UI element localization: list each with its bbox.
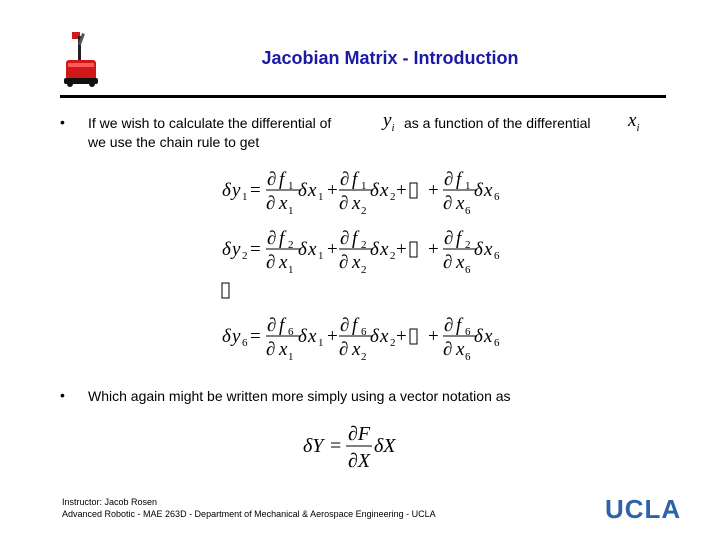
equation-row-1-term2-frac-den-partial: ∂ xyxy=(339,193,349,214)
equation-row-2-term1-dx-sub: 1 xyxy=(318,250,324,262)
equation-row-2-term3-frac-num-partial: ∂ xyxy=(444,228,454,249)
equation-row-6-term2-dx-delta: δ xyxy=(370,326,379,347)
equation-row-6-y-sub: 6 xyxy=(242,337,248,349)
equation-row-2-y: y xyxy=(232,239,241,260)
equation-row-1-term3-frac-den-sub: 6 xyxy=(465,205,471,217)
equation-ellipsis-missing-glyph xyxy=(222,283,229,298)
equation-row-1-term1-dx-delta: δ xyxy=(298,180,307,201)
equation-row-2-term2-dx-x: x xyxy=(380,239,389,260)
equation-row-2-term1-frac-den-x: x xyxy=(279,252,288,273)
equation-row-2-term2-frac-den-partial: ∂ xyxy=(339,252,349,273)
equation-row-1-term1-frac-den-x: x xyxy=(279,193,288,214)
equation-row-2-term1-dx-delta: δ xyxy=(298,239,307,260)
equation-row-2-term3-dx-delta: δ xyxy=(474,239,483,260)
equation-row-1-term3-frac-num-f: f xyxy=(456,169,462,190)
equation-row-1-term3-frac-den-x: x xyxy=(456,193,465,214)
equation-row-6-term1-frac-den-partial: ∂ xyxy=(266,339,276,360)
equation-row-1-term3-frac-den-partial: ∂ xyxy=(443,193,453,214)
equation-row-2-term3-frac-den-partial: ∂ xyxy=(443,252,453,273)
equation-row-6-plus3: + xyxy=(428,326,439,347)
vector-denominator: ∂X xyxy=(347,450,371,472)
equation-row-1-term2-frac-den-x: x xyxy=(352,193,361,214)
equation-row-6-term1-dx-x: x xyxy=(308,326,317,347)
equation-row-2-term3-frac-num-sub: 2 xyxy=(465,239,471,251)
equation-row-1-term1-frac-den-sub: 1 xyxy=(288,205,294,217)
equation-row-6-term3-dx-delta: δ xyxy=(474,326,483,347)
equation-row-6-term2-dx-sub: 2 xyxy=(390,337,396,349)
vector-numerator: ∂F xyxy=(347,423,371,445)
equation-row-2-term1-frac-den-sub: 1 xyxy=(288,264,294,276)
equation-row-2-term3-frac-den-sub: 6 xyxy=(465,264,471,276)
equation-row-6-term2-frac-num-partial: ∂ xyxy=(340,315,350,336)
equation-row-6-term3-frac-den-partial: ∂ xyxy=(443,339,453,360)
footer-instructor: Instructor: Jacob Rosen xyxy=(62,497,158,507)
equation-row-6-term3-frac-den-sub: 6 xyxy=(465,351,471,363)
bullet-marker: • xyxy=(60,387,65,403)
equation-row-2-term2-frac-num-sub: 2 xyxy=(361,239,367,251)
equation-row-2-term1-dx-x: x xyxy=(308,239,317,260)
equation-row-1-term2-dx-delta: δ xyxy=(370,180,379,201)
equation-row-6-equals: = xyxy=(250,326,261,347)
vector-rhs: δX xyxy=(374,435,396,457)
equation-row-6-term1-frac-den-x: x xyxy=(279,339,288,360)
equation-row-6-term3-frac-den-x: x xyxy=(456,339,465,360)
equation-row-2-term2-dx-delta: δ xyxy=(370,239,379,260)
equation-row-6-term1-frac-num-f: f xyxy=(279,315,285,336)
equation-row-2-term1-frac-den-partial: ∂ xyxy=(266,252,276,273)
equation-row-1-term1-frac-num-f: f xyxy=(279,169,285,190)
equation-row-6-term3-dx-x: x xyxy=(484,326,493,347)
equation-row-2-term2-frac-num-f: f xyxy=(352,228,358,249)
equation-row-1-term2-frac-num-sub: 1 xyxy=(361,180,367,192)
equation-row-6-term2-frac-den-partial: ∂ xyxy=(339,339,349,360)
equation-row-6-term3-dx-sub: 6 xyxy=(494,337,500,349)
equation-row-2-term2-frac-den-x: x xyxy=(352,252,361,273)
equation-row-1-term1-frac-den-partial: ∂ xyxy=(266,193,276,214)
equation-row-6-term3-frac-num-f: f xyxy=(456,315,462,336)
equation-row-6-term2-frac-den-x: x xyxy=(352,339,361,360)
equation-row-1-term3-dx-delta: δ xyxy=(474,180,483,201)
equation-row-2-plus2: + xyxy=(396,239,407,260)
equation-row-2-y-sub: 2 xyxy=(242,250,248,262)
bullet1-text-line2: we use the chain rule to get xyxy=(88,134,260,150)
equation-row-1-term2-frac-num-partial: ∂ xyxy=(340,169,350,190)
equation-row-2-term3-dx-x: x xyxy=(484,239,493,260)
slide-title: Jacobian Matrix - Introduction xyxy=(261,48,519,68)
equation-row-6-term3-frac-num-sub: 6 xyxy=(465,326,471,338)
bullet-marker: • xyxy=(60,114,65,130)
equation-row-2-plus3: + xyxy=(428,239,439,260)
equation-row-2-term2-frac-den-sub: 2 xyxy=(361,264,367,276)
equation-row-6-plus1: + xyxy=(327,326,338,347)
equation-row-1-term2-dx-sub: 2 xyxy=(390,191,396,203)
equation-row-1-term3-frac-num-partial: ∂ xyxy=(444,169,454,190)
equation-row-1-missing-glyph xyxy=(410,183,417,198)
equation-row-1-equals: = xyxy=(250,180,261,201)
ucla-logo: UCLA xyxy=(605,494,682,524)
equation-row-1-plus2: + xyxy=(396,180,407,201)
equation-row-2-term2-frac-num-partial: ∂ xyxy=(340,228,350,249)
equation-row-1-y-sub: 1 xyxy=(242,191,248,203)
bullet1-text-line1: If we wish to calculate the differential of xyxy=(88,115,332,131)
equation-row-6-term1-frac-num-sub: 6 xyxy=(288,326,294,338)
equation-row-6-delta: δ xyxy=(222,326,231,347)
equation-row-1-term3-dx-sub: 6 xyxy=(494,191,500,203)
variable-y-i: $y_i$ xyxy=(383,110,395,134)
variable-x-i: $x_i$ xyxy=(628,110,640,134)
footer-course: Advanced Robotic - MAE 263D - Department of Mechanical & Aerospace Engineering - UCLA xyxy=(62,509,436,519)
equation-row-6-term1-frac-den-sub: 1 xyxy=(288,351,294,363)
equation-row-1-y: y xyxy=(232,180,241,201)
equation-row-6-term1-frac-num-partial: ∂ xyxy=(267,315,277,336)
equation-row-1-term2-dx-x: x xyxy=(380,180,389,201)
equation-row-1-term3-frac-num-sub: 1 xyxy=(465,180,471,192)
footer xyxy=(62,496,436,520)
equation-row-6-term1-dx-delta: δ xyxy=(298,326,307,347)
equation-row-2-term3-frac-num-f: f xyxy=(456,228,462,249)
equation-row-1-term1-dx-x: x xyxy=(308,180,317,201)
vector-lhs: δY xyxy=(303,435,324,457)
equation-row-2-delta: δ xyxy=(222,239,231,260)
equation-row-2-equals: = xyxy=(250,239,261,260)
equation-row-1-term2-frac-num-f: f xyxy=(352,169,358,190)
equation-row-2-term1-frac-num-sub: 2 xyxy=(288,239,294,251)
equation-row-1-term1-dx-sub: 1 xyxy=(318,191,324,203)
equation-row-6-plus2: + xyxy=(396,326,407,347)
equation-row-2-term2-dx-sub: 2 xyxy=(390,250,396,262)
equation-row-1-plus3: + xyxy=(428,180,439,201)
equation-row-2-missing-glyph xyxy=(410,242,417,257)
equation-row-2-term1-frac-num-f: f xyxy=(279,228,285,249)
equation-row-6-term2-dx-x: x xyxy=(380,326,389,347)
equation-row-1-term3-dx-x: x xyxy=(484,180,493,201)
equation-row-6-term2-frac-num-f: f xyxy=(352,315,358,336)
equation-row-1-plus1: + xyxy=(327,180,338,201)
equation-row-6-term3-frac-num-partial: ∂ xyxy=(444,315,454,336)
equation-row-6-y: y xyxy=(232,326,241,347)
vector-equals: = xyxy=(330,435,342,457)
equation-row-6-term1-dx-sub: 1 xyxy=(318,337,324,349)
equation-row-6-missing-glyph xyxy=(410,329,417,344)
equation-row-2-term3-dx-sub: 6 xyxy=(494,250,500,262)
equation-row-1-term2-frac-den-sub: 2 xyxy=(361,205,367,217)
equation-row-1-delta: δ xyxy=(222,180,231,201)
equation-row-1-term1-frac-num-sub: 1 xyxy=(288,180,294,192)
equation-row-2-term1-frac-num-partial: ∂ xyxy=(267,228,277,249)
bullet2-text: Which again might be written more simply using a vector notation as xyxy=(88,388,511,404)
equation-row-1-term1-frac-num-partial: ∂ xyxy=(267,169,277,190)
bullet1-text-middle: as a function of the differential xyxy=(404,115,591,131)
equation-row-2-term3-frac-den-x: x xyxy=(456,252,465,273)
equation-row-6-term2-frac-den-sub: 2 xyxy=(361,351,367,363)
equation-row-6-term2-frac-num-sub: 6 xyxy=(361,326,367,338)
equation-row-2-plus1: + xyxy=(327,239,338,260)
